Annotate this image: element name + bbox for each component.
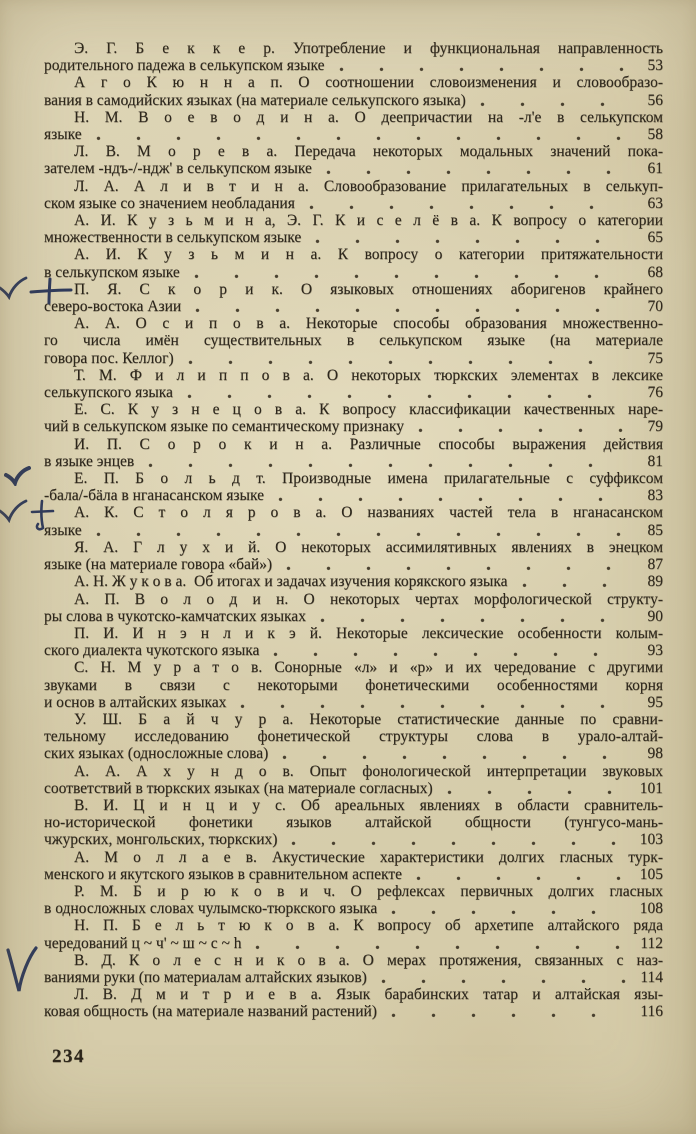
entry-text: А. К. С т о л я р о в а. О названиях частей тела в нганасанском (74, 504, 663, 522)
entry-text: Е. С. К у з н е ц о в а. К вопросу классификации качественных наре- (74, 401, 663, 419)
dot-leader (255, 935, 627, 952)
toc-entry (44, 436, 663, 470)
entry-text: П. Я. С к о р и к. О языковых отношениях аборигенов крайнего (74, 280, 663, 298)
entry-page-number: 116 (640, 1003, 663, 1021)
entry-page-number: 76 (647, 384, 663, 402)
entry-text: В. И. Ц и н ц и у с. Об ареальных явлениях в области сравнитель- (74, 796, 663, 814)
entry-text: чий в селькупском языке по семантическому признаку (44, 418, 404, 436)
dot-leader (96, 126, 627, 143)
dot-leader (240, 694, 627, 711)
dot-leader (194, 264, 627, 281)
entry-text: Р. М. Б и р ю к о в и ч. О рефлексах первичных долгих гласных (74, 882, 663, 900)
toc-entry (44, 74, 663, 108)
entry-text: менского и якутского языков в сравнительном аспекте (44, 865, 403, 883)
toc-entry (44, 109, 663, 143)
handwritten-checkmark-icon (0, 276, 28, 300)
entry-text: -бала/-бäла в нганасанском языке (44, 487, 264, 505)
toc-entry (44, 625, 663, 659)
entry-text: ском языке со значением необладания (44, 194, 295, 212)
entry-text: А. Н. Ж у к о в а. Об итогах и задачах изучения корякского языка (74, 573, 508, 591)
entry-page-number: 85 (647, 521, 663, 539)
dot-leader (148, 453, 627, 470)
entry-text: множественности в селькупском языке (44, 229, 302, 247)
toc-entry (44, 246, 663, 280)
dot-leader (339, 57, 628, 74)
dot-leader (391, 1003, 627, 1020)
entry-text: чжурских, монгольских, тюркских) (44, 831, 278, 849)
dot-leader (187, 384, 627, 401)
toc-entry (44, 763, 663, 797)
entry-text: Л. А. А л и в т и н а. Словообразование прилагательных в селькуп- (74, 177, 663, 195)
entry-text: А г о К ю н н а п. О соотношении словоизменения и словообразо- (74, 74, 663, 92)
dot-leader (188, 350, 627, 367)
entry-page-number: 79 (647, 418, 663, 436)
entry-text: А. А. О с и п о в а. Некоторые способы образования множественно- (74, 315, 663, 333)
entry-text: Е. П. Б о л ь д т. Производные имена прилагательные с суффиксом (74, 470, 663, 488)
entry-text: П. И. И н э н л и к э й. Некоторые лексические особенности колым- (74, 624, 663, 642)
entry-text: Л. В. М о р е в а. Передача некоторых модальных значений пока- (74, 143, 663, 161)
dot-leader (391, 900, 627, 917)
entry-text: в односложных словах чулымско-тюркского языка (44, 900, 378, 918)
entry-text: И. П. С о р о к и н а. Различные способы выражения действия (74, 435, 663, 453)
entry-page-number: 103 (639, 831, 663, 849)
entry-page-number: 95 (647, 693, 663, 711)
page-folio: 234 (52, 1046, 85, 1067)
entry-page-number: 63 (647, 194, 663, 212)
entry-text: А. И. К у з ь м и н а. К вопросу о категории притяжательности (74, 246, 663, 264)
dot-leader (418, 418, 627, 435)
entry-text: Л. В. Д м и т р и е в а. Язык барабинских татар и алтайская язы- (74, 986, 663, 1004)
entry-page-number: 101 (639, 779, 663, 797)
entry-text: Т. М. Ф и л и п п о в а. О некоторых тюркских элементах в лексике (74, 366, 663, 384)
entry-text: языке (на материале говора «бай») (44, 556, 273, 574)
entry-text: А. П. В о л о д и н. О некоторых чертах морфологической структу- (74, 590, 663, 608)
toc-entry (44, 849, 663, 883)
toc-entry (44, 178, 663, 212)
entry-text: А. И. К у з ь м и н а, Э. Г. К и с е л ё в а. К вопросу о категории (74, 212, 663, 230)
handwritten-checkmark-icon (0, 499, 28, 523)
dot-leader (480, 92, 627, 109)
entry-text: Н. П. Б е л ь т ю к о в а. К вопросу об архетипе алтайского ряда (74, 917, 663, 935)
toc-entry (44, 539, 663, 573)
toc-entry (44, 367, 663, 401)
toc-entry (44, 40, 663, 74)
entry-page-number: 81 (647, 452, 663, 470)
entry-text: А. А. А х у н д о в. Опыт фонологической интерпретации звуковых (74, 762, 663, 780)
toc-entry (44, 504, 663, 538)
entry-text: С. Н. М у р а т о в. Сонорные «л» и «р» и их чередование с другими (74, 659, 663, 677)
entry-text: селькупского языка (44, 384, 173, 402)
entry-text: говора пос. Келлог) (44, 349, 174, 367)
handwritten-checkmark-icon (4, 466, 31, 486)
entry-page-number: 53 (647, 57, 663, 75)
entry-text: соответствий в тюркских языках (на материале согласных) (44, 779, 433, 797)
entry-text: языке (44, 126, 82, 144)
entry-page-number: 65 (647, 229, 663, 247)
toc-entry (44, 883, 663, 917)
entry-page-number: 83 (647, 487, 663, 505)
dot-leader (416, 866, 627, 883)
entry-text: ских языках (односложные слова) (44, 745, 269, 763)
toc-entry (44, 281, 663, 315)
entry-page-number: 75 (647, 349, 663, 367)
entry-text: ковая общность (на материале названий растений) (44, 1003, 377, 1021)
entry-page-number: 58 (647, 126, 663, 144)
entry-text: В. Д. К о л е с н и к о в а. О мерах протяжения, связанных с наз- (74, 951, 663, 969)
handwritten-checkmark-icon (2, 945, 38, 995)
entry-text: Я. А. Г л у х и й. О некоторых ассимилятивных явлениях в энецком (74, 538, 663, 556)
entry-page-number: 56 (647, 91, 663, 109)
dot-leader (315, 229, 627, 246)
entry-text: У. Ш. Б а й ч у р а. Некоторые статистические данные по сравни- (74, 710, 663, 728)
dot-leader (282, 745, 627, 762)
entry-page-number: 87 (647, 556, 663, 574)
toc-entry (44, 659, 663, 711)
entry-text: языке (44, 521, 82, 539)
dot-leader (286, 556, 627, 573)
entry-text: в языке энцев (44, 452, 135, 470)
dot-leader (381, 969, 627, 986)
entry-page-number: 112 (640, 934, 663, 952)
dot-leader (273, 642, 627, 659)
margin-annotations (4, 466, 31, 486)
margin-annotations (2, 945, 38, 995)
toc-entry (44, 591, 663, 625)
dot-leader (291, 831, 627, 848)
entry-page-number: 61 (647, 160, 663, 178)
entry-text: ского диалекта чукотского языка (44, 642, 260, 660)
entry-text: но-исторической фонетики языков алтайской общности (тунгусо-мань- (44, 814, 663, 832)
entry-page-number: 70 (647, 298, 663, 316)
toc-entry (44, 797, 663, 849)
entry-text: Э. Г. Б е к к е р. Употребление и функциональная направленность (74, 40, 663, 57)
toc-entry (44, 573, 663, 590)
toc-entry (44, 986, 663, 1020)
entry-page-number: 93 (647, 642, 663, 660)
entry-text: в селькупском языке (44, 263, 180, 281)
dot-leader (309, 195, 627, 212)
toc-entry (44, 143, 663, 177)
entry-text: вания в самодийских языках (на материале селькупского языка) (44, 91, 466, 109)
entry-page-number: 68 (647, 263, 663, 281)
toc-entry (44, 470, 663, 504)
dot-leader (522, 573, 628, 590)
entry-text: родительного падежа в селькупском языке (44, 57, 325, 75)
entry-page-number: 105 (639, 865, 663, 883)
toc-list (44, 40, 663, 1021)
entry-page-number: 114 (640, 968, 663, 986)
toc-entry (44, 711, 663, 763)
entry-text: зателем -ндъ-/-ндж' в селькупском языке (44, 160, 312, 178)
entry-text: тельному исследованию фонетической структуры слова в урало-алтай- (44, 728, 663, 746)
toc-entry (44, 315, 663, 367)
dot-leader (195, 298, 627, 315)
entry-page-number: 89 (647, 573, 663, 591)
entry-text: и основ в алтайских языках (44, 693, 227, 711)
toc-entry (44, 917, 663, 951)
entry-text: го числа имён существительных в селькупском языке (на материале (44, 332, 663, 350)
dot-leader (278, 487, 627, 504)
entry-text: ваниями руки (по материалам алтайских языков) (44, 968, 367, 986)
dot-leader (320, 608, 627, 625)
entry-page-number: 90 (647, 607, 663, 625)
toc-entry (44, 952, 663, 986)
entry-text: звуками в связи с некоторыми фонетическими особенностями корня (44, 676, 663, 694)
toc-entry (44, 401, 663, 435)
entry-text: чередований ц ~ ч' ~ ш ~ с ~ h (44, 934, 242, 952)
entry-page-number: 98 (647, 745, 663, 763)
entry-text: северо-востока Азии (44, 298, 182, 316)
entry-text: Н. М. В о е в о д и н а. О деепричастии на -л'е в селькупском (74, 108, 663, 126)
entry-text: А. М о л л а е в. Акустические характеристики долгих гласных турк- (74, 848, 663, 866)
toc-entry (44, 212, 663, 246)
dot-leader (326, 160, 627, 177)
dot-leader (447, 780, 627, 797)
entry-text: ры слова в чукотско-камчатских языках (44, 607, 306, 625)
entry-page-number: 108 (639, 900, 663, 918)
dot-leader (96, 522, 627, 539)
